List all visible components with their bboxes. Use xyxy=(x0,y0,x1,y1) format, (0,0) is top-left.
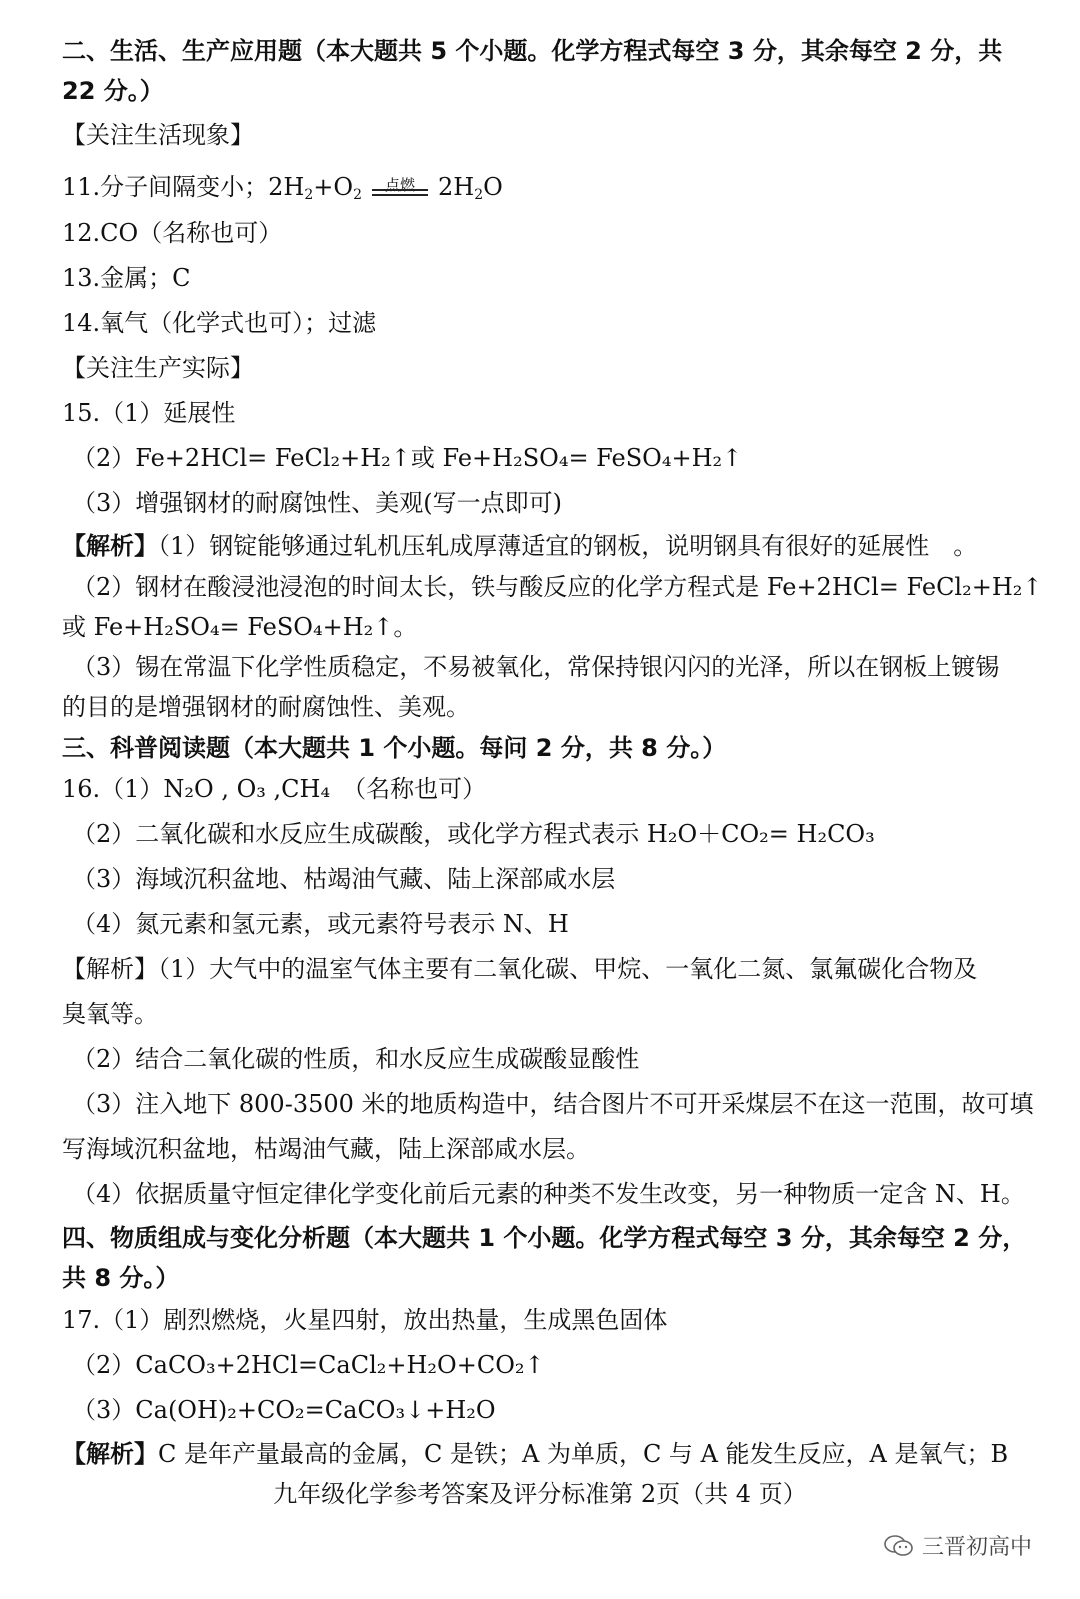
a17 xyxy=(62,1437,1040,1471)
prod-header: 【关注生产实际】 xyxy=(62,354,254,382)
q11-part: O xyxy=(483,173,503,201)
q12: 12.CO（名称也可） xyxy=(62,219,283,247)
q14: 14.氧气（化学式也可）；过滤 xyxy=(62,309,377,337)
a15-3: （3）锡在常温下化学性质稳定，不易被氧化，常保持银闪闪的光泽，所以在钢板上镀锡 xyxy=(72,653,1000,681)
a15-3b: 的目的是增强钢材的耐腐蚀性、美观。 xyxy=(62,693,470,721)
watermark-text: 三晋初高中 xyxy=(921,1535,1032,1560)
a16-3: （3）注入地下 800-3500 米的地质构造中，结合图片不可开采煤层不在这一范围，故可填 xyxy=(72,1090,1034,1118)
analysis-label: 【解析】 xyxy=(62,1440,158,1468)
analysis-text: C 是年产量最高的金属，C 是铁；A 为单质，C 与 A 能发生反应，A 是氧气；B xyxy=(158,1440,1009,1468)
q15-3: （3）增强钢材的耐腐蚀性、美观(写一点即可) xyxy=(72,489,562,517)
analysis-label: 【解析】 xyxy=(62,955,158,983)
a16-2: （2）结合二氧化碳的性质，和水反应生成碳酸显酸性 xyxy=(72,1045,640,1073)
q15-1: 15.（1）延展性 xyxy=(62,399,236,427)
a16-4: （4）依据质量守恒定律化学变化前后元素的种类不发生改变，另一种物质一定含 N、H。 xyxy=(72,1180,1025,1208)
section2-title: 二、生活、生产应用题（本大题共 5 个小题。化学方程式每空 3 分，其余每空 2 分，共 xyxy=(62,37,1003,65)
analysis-text: （1）钢锭能够通过轧机压轧成厚薄适宜的钢板，说明钢具有很好的延展性 。 xyxy=(158,532,978,560)
page-footer: 九年级化学参考答案及评分标准第 2页（共 4 页） xyxy=(273,1480,807,1508)
life-header: 【关注生活现象】 xyxy=(62,121,254,149)
a16-1b: 臭氧等。 xyxy=(62,1000,158,1028)
section4-title: 四、物质组成与变化分析题（本大题共 1 个小题。化学方程式每空 3 分，其余每空 2 分， xyxy=(62,1224,1027,1252)
q17-1: 17.（1）剧烈燃烧，火星四射，放出热量，生成黑色固体 xyxy=(62,1306,668,1334)
q16-1: 16.（1）N₂O , O₃ ,CH₄ （名称也可） xyxy=(62,775,487,803)
analysis-text: （1）大气中的温室气体主要有二氧化碳、甲烷、一氧化二氮、氯氟碳化合物及 xyxy=(158,955,978,983)
analysis-label: 【解析】 xyxy=(62,532,158,560)
a16-3b: 写海域沉积盆地，枯竭油气藏，陆上深部咸水层。 xyxy=(62,1135,590,1163)
q17-2: （2）CaCO₃+2HCl=CaCl₂+H₂O+CO₂↑ xyxy=(72,1351,545,1379)
q16-4: （4）氮元素和氢元素，或元素符号表示 N、H xyxy=(72,910,569,938)
condition-text: 点燃 xyxy=(385,175,416,194)
q17-3: （3）Ca(OH)₂+CO₂=CaCO₃↓+H₂O xyxy=(72,1396,496,1424)
wechat-icon xyxy=(884,1534,914,1558)
q11-part: 2H xyxy=(438,173,475,201)
reaction-condition xyxy=(372,174,428,204)
a15-2b: 或 Fe+H₂SO₄= FeSO₄+H₂↑。 xyxy=(62,613,418,641)
q15-2: （2）Fe+2HCl= FeCl₂+H₂↑或 Fe+H₂SO₄= FeSO₄+H₂↑ xyxy=(72,444,743,472)
q16-2: （2）二氧化碳和水反应生成碳酸，或化学方程式表示 H₂O＋CO₂= H₂CO₃ xyxy=(72,820,875,848)
q16-3: （3）海域沉积盆地、枯竭油气藏、陆上深部咸水层 xyxy=(72,865,616,893)
q11: 11.分子间隔变小；$2H_2+O_2$ 点燃 $2H_2O$ xyxy=(62,170,1040,204)
section3-title: 三、科普阅读题（本大题共 1 个小题。每问 2 分，共 8 分。） xyxy=(62,734,727,762)
a15-1 xyxy=(62,529,1040,563)
section2-title-cont: 22 分。） xyxy=(62,77,164,105)
section4-title-cont: 共 8 分。） xyxy=(62,1264,180,1292)
watermark xyxy=(884,1530,1032,1561)
q13: 13.金属；C xyxy=(62,264,191,292)
a15-2: （2）钢材在酸浸池浸泡的时间太长，铁与酸反应的化学方程式是 Fe+2HCl= FeCl₂+H₂↑ xyxy=(72,573,1043,601)
q11-part: 11.分子间隔变小；2H xyxy=(62,173,305,201)
q11-part: +O xyxy=(313,173,354,201)
a16-1 xyxy=(62,952,1040,986)
